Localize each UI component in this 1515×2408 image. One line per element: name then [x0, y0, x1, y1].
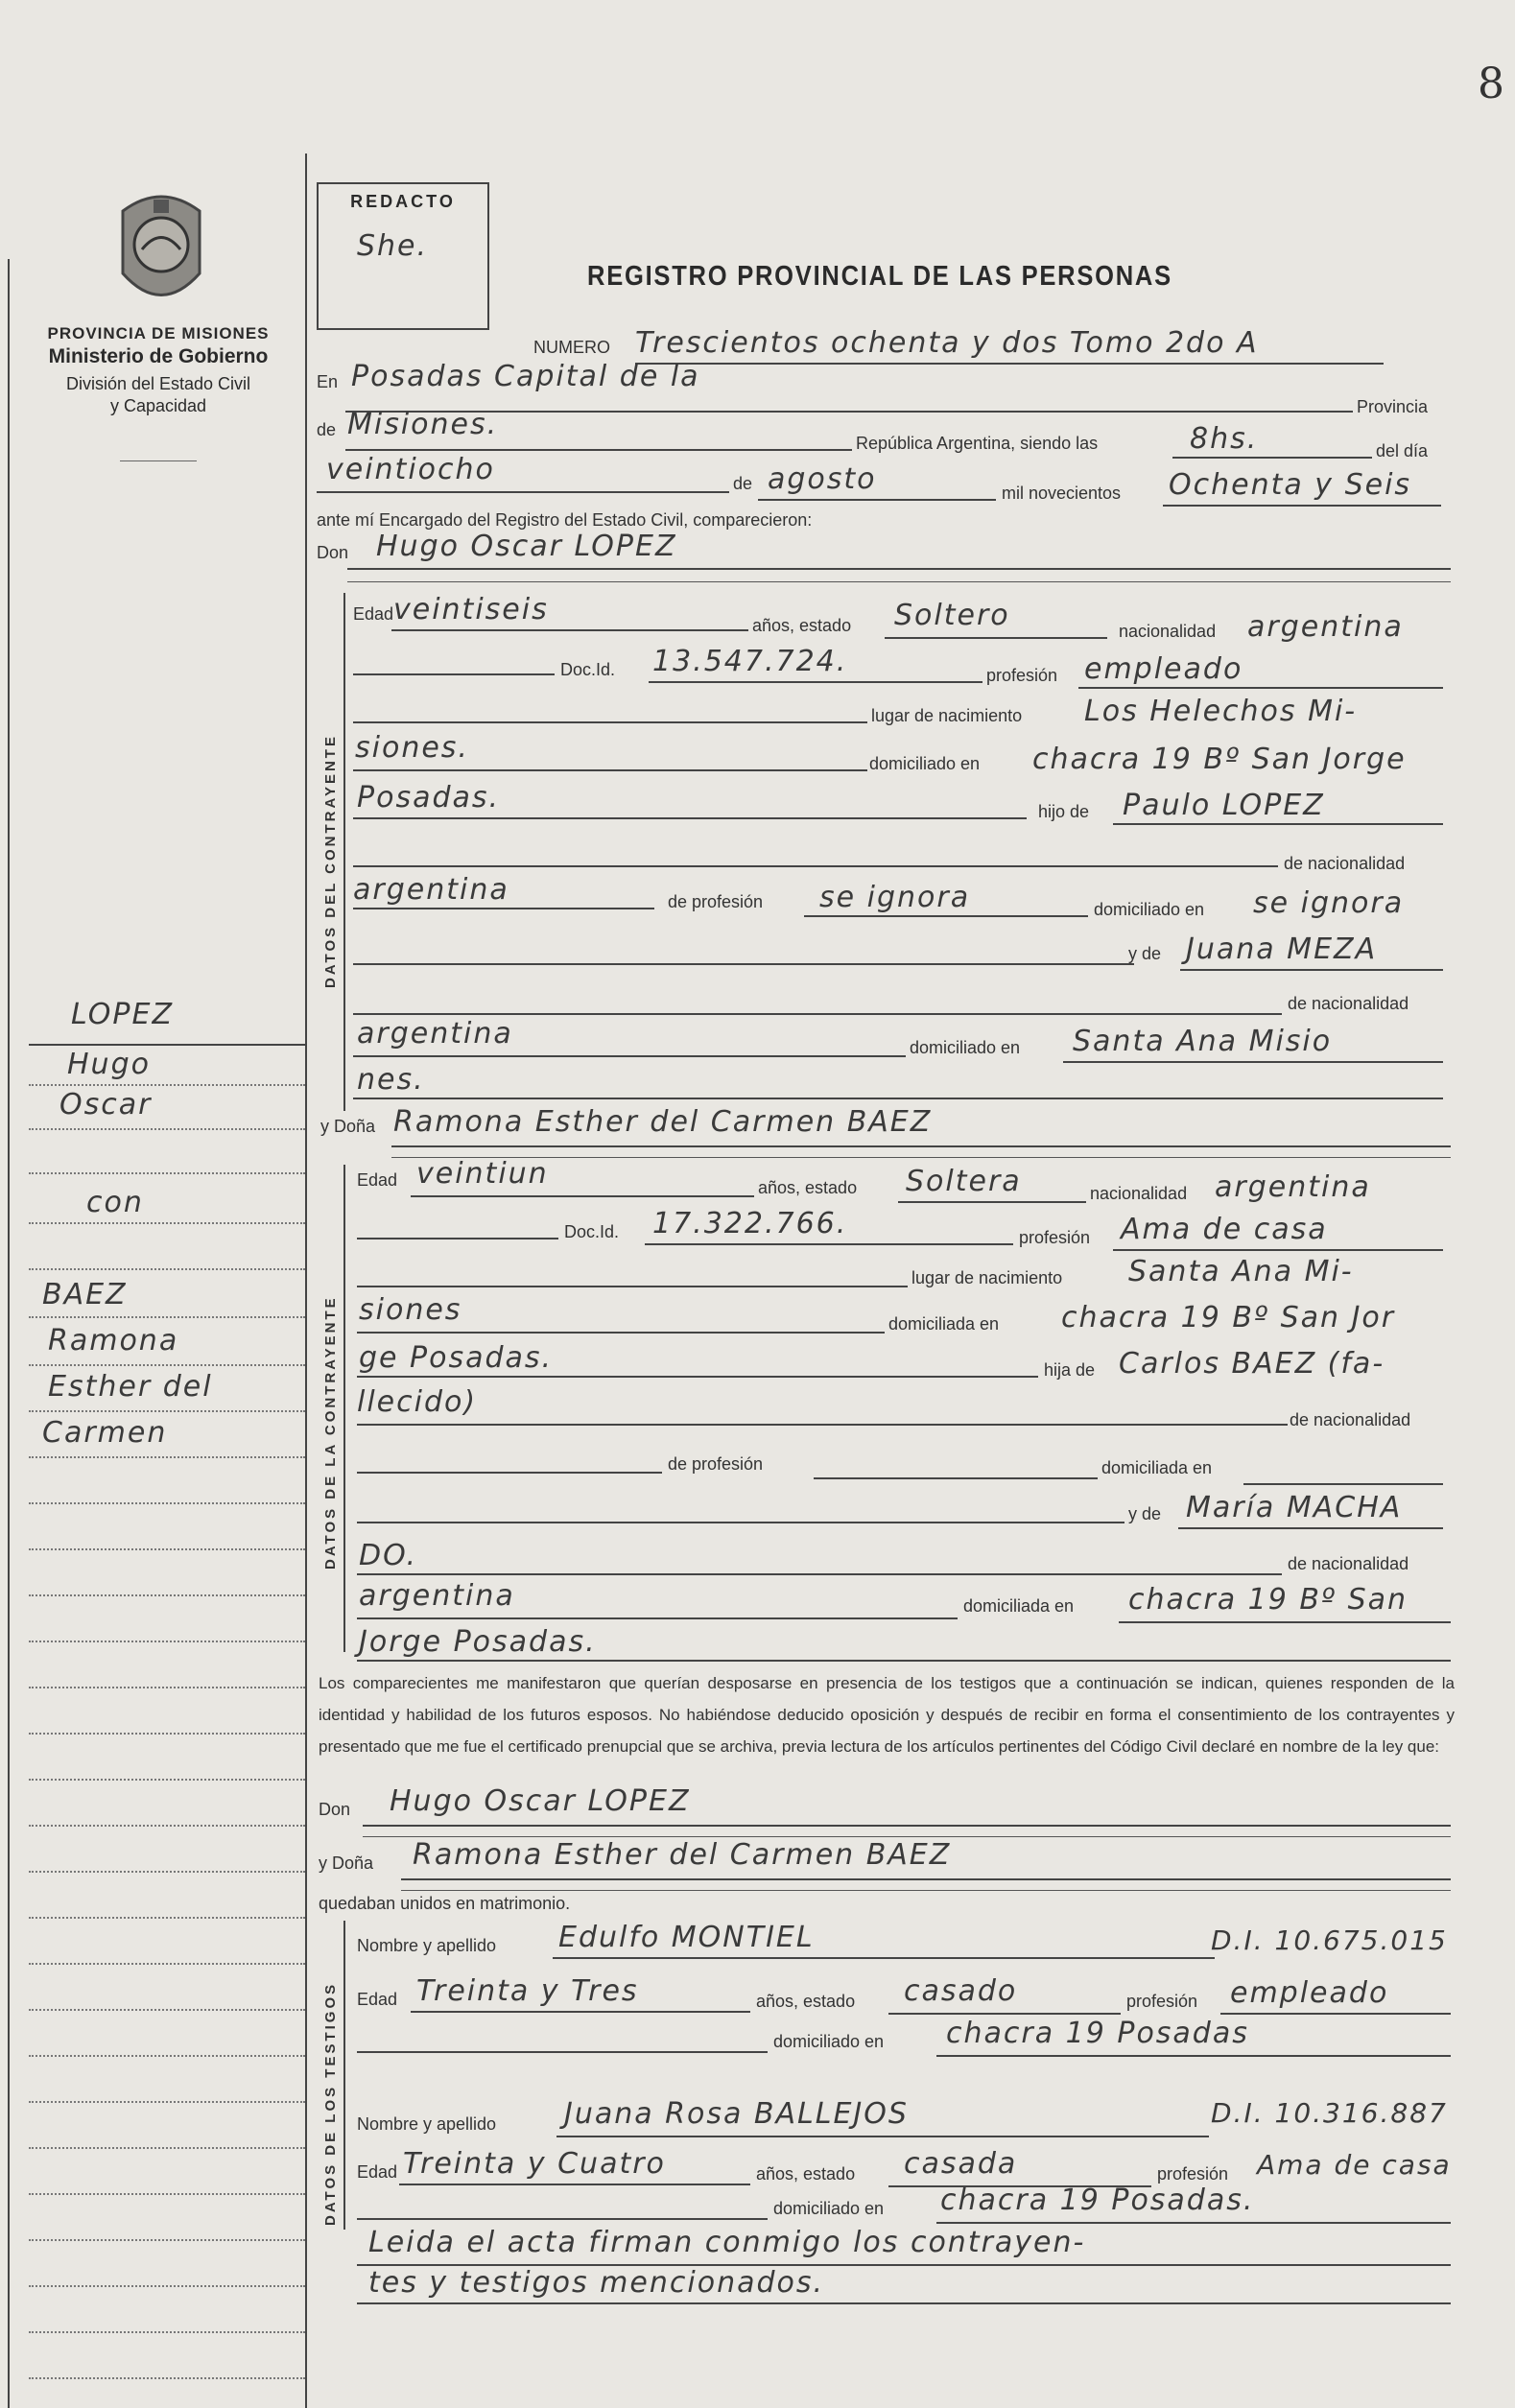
f-madre1: María MACHA	[1186, 1491, 1403, 1524]
t1-edad-label: Edad	[357, 1990, 398, 2009]
margin-name-5: BAEZ	[42, 1278, 128, 1311]
t2-anos-label: años, estado	[756, 2164, 856, 2184]
f-lugar-label: lugar de nacimiento	[911, 1268, 1063, 1287]
don-label: Don	[317, 543, 349, 562]
f-estado: Soltera	[906, 1165, 1022, 1198]
header-capacidad: y Capacidad	[109, 396, 207, 415]
numero-label: NUMERO	[533, 338, 610, 357]
del-dia-label: del día	[1376, 441, 1429, 460]
margin-name-8: Carmen	[42, 1416, 168, 1450]
c-edad-label: Edad	[353, 604, 394, 624]
margin-name-4: con	[86, 1186, 144, 1219]
provincia-label: Provincia	[1357, 397, 1429, 416]
redacto-label: REDACTO	[350, 192, 456, 211]
seal-icon	[104, 182, 219, 321]
mes-value: agosto	[768, 462, 877, 496]
en-value: Posadas Capital de la	[351, 360, 700, 393]
decl-don-value: Hugo Oscar LOPEZ	[390, 1784, 691, 1818]
c-dom1: chacra 19 Bº San Jorge	[1032, 743, 1407, 776]
f-hija-label: hija de	[1044, 1360, 1096, 1380]
dia-value: veintiocho	[326, 453, 495, 486]
header-ministerio: Ministerio de Gobierno	[48, 345, 269, 367]
f-dom2: ge Posadas.	[359, 1341, 554, 1375]
c-padre-dom: se ignora	[1253, 886, 1405, 920]
c-padre-nac: argentina	[353, 873, 509, 907]
f-padre2: llecido)	[357, 1385, 478, 1419]
c-padre-prof: se ignora	[819, 881, 971, 914]
c-lugar2: siones.	[355, 731, 469, 765]
republica-label: República Argentina, siendo las	[856, 434, 1099, 453]
f-y-de-label: y de	[1128, 1504, 1162, 1523]
t1-di: D.I. 10.675.015	[1211, 1924, 1448, 1956]
hora-value: 8hs.	[1190, 422, 1259, 456]
quedaban-label: quedaban unidos en matrimonio.	[319, 1894, 571, 1913]
t2-dom-label: domiciliado en	[773, 2199, 885, 2218]
t2-di: D.I. 10.316.887	[1211, 2097, 1448, 2129]
numero-value: Trescientos ochenta y dos Tomo 2do A	[635, 326, 1259, 360]
f-prof-label: profesión	[1019, 1228, 1091, 1247]
mil-label: mil novecientos	[1002, 484, 1122, 503]
t2-prof-label: profesión	[1157, 2164, 1229, 2184]
t2-prof: Ama de casa	[1257, 2149, 1452, 2181]
c-lugar1: Los Helechos Mi-	[1084, 695, 1358, 728]
c-dom2: Posadas.	[357, 781, 501, 814]
y-dona-value: Ramona Esther del Carmen BAEZ	[393, 1105, 933, 1139]
f-edad-label: Edad	[357, 1170, 398, 1190]
f-dom-label: domiciliada en	[888, 1314, 1000, 1334]
c-de-prof-label: de profesión	[668, 892, 764, 911]
side-label-contrayenta: DATOS DE LA CONTRAYENTE	[322, 1295, 339, 1570]
redacto-box	[317, 182, 489, 330]
c-madre-dom1: Santa Ana Misio	[1073, 1025, 1333, 1058]
c-de-nac2-label: de nacionalidad	[1288, 994, 1409, 1013]
f-anos-label: años, estado	[758, 1178, 858, 1197]
c-estado: Soltero	[894, 599, 1010, 632]
anio-value: Ochenta y Seis	[1169, 468, 1412, 502]
f-de-prof-label: de profesión	[668, 1454, 764, 1474]
de2-label: de	[733, 474, 753, 493]
decl-dona-value: Ramona Esther del Carmen BAEZ	[413, 1838, 952, 1872]
margin-name-3: Oscar	[59, 1088, 153, 1121]
f-de-nac-label: de nacionalidad	[1290, 1410, 1411, 1429]
en-label: En	[317, 372, 339, 391]
f-dom2-label: domiciliada en	[963, 1596, 1075, 1616]
t1-edad: Treinta y Tres	[416, 1974, 639, 2008]
f-prof: Ama de casa	[1121, 1213, 1328, 1246]
declaration-paragraph: Los comparecientes me manifestaron que querían desposarse en presencia de los testigos que a continuación se indican, quienes responden de la identidad y habilidad de los futuros esposos. No habiéndose deducido oposición y después de recibir en forma el consentimiento de los contrayentes y presentado que me fue el certificado prenupcial que se archiva, previa lectura de los artículos pertinentes del Código Civil declaré en nombre de la ley que:	[319, 1674, 1455, 1756]
f-dom-label2: domiciliada en	[1101, 1458, 1213, 1477]
redacto-value: She.	[357, 229, 429, 263]
de-value: Misiones.	[347, 408, 499, 441]
page-title: REGISTRO PROVINCIAL DE LAS PERSONAS	[587, 261, 1172, 292]
t1-nombre: Edulfo MONTIEL	[558, 1921, 815, 1954]
f-nac-label: nacionalidad	[1090, 1184, 1188, 1203]
c-nac: argentina	[1247, 610, 1404, 644]
f-de-nac2-label: de nacionalidad	[1288, 1554, 1409, 1573]
margin-divider	[305, 153, 307, 2408]
closing-line-1: Leida el acta firman conmigo los contrayen-	[368, 2226, 1086, 2259]
t1-prof: empleado	[1230, 1976, 1389, 2010]
ante-label: ante mí Encargado del Registro del Estado Civil, comparecieron:	[317, 510, 813, 530]
f-lugar2: siones	[359, 1293, 462, 1327]
left-border	[8, 259, 10, 2408]
c-dom2-label: domiciliado en	[910, 1038, 1021, 1057]
f-madre-nac: argentina	[359, 1579, 515, 1613]
de-label: de	[317, 420, 337, 439]
side-label-contrayente: DATOS DEL CONTRAYENTE	[322, 734, 339, 988]
decl-don-label: Don	[319, 1800, 351, 1819]
f-edad: veintiun	[416, 1157, 549, 1191]
side-label-testigos: DATOS DE LOS TESTIGOS	[322, 1981, 339, 2226]
c-edad: veintiseis	[393, 593, 549, 626]
f-madre-dom2: Jorge Posadas.	[359, 1625, 597, 1659]
decl-dona-label: y Doña	[319, 1853, 374, 1873]
f-padre1: Carlos BAEZ (fa-	[1119, 1347, 1385, 1381]
c-nac-label: nacionalidad	[1119, 622, 1217, 641]
c-madre: Juana MEZA	[1186, 933, 1378, 966]
c-prof: empleado	[1084, 652, 1243, 686]
c-doc: 13.547.724.	[652, 645, 848, 678]
header-division: División del Estado Civil	[65, 374, 251, 393]
t2-nombre-label: Nombre y apellido	[357, 2114, 497, 2134]
page-number: 8	[1478, 59, 1504, 108]
c-dom-label: domiciliado en	[869, 754, 981, 773]
c-padre: Paulo LOPEZ	[1123, 789, 1325, 822]
c-doc-label: Doc.Id.	[560, 660, 616, 679]
y-dona-label: y Doña	[320, 1117, 376, 1136]
f-doc: 17.322.766.	[652, 1207, 848, 1240]
c-dom-label2: domiciliado en	[1094, 900, 1205, 919]
t2-dom: chacra 19 Posadas.	[940, 2184, 1255, 2217]
f-lugar1: Santa Ana Mi-	[1128, 1255, 1354, 1288]
t1-nombre-label: Nombre y apellido	[357, 1936, 497, 1955]
t2-edad-label: Edad	[357, 2162, 398, 2182]
t1-prof-label: profesión	[1126, 1992, 1198, 2011]
c-madre-dom2: nes.	[357, 1063, 425, 1097]
f-madre2: DO.	[359, 1539, 418, 1572]
margin-name-6: Ramona	[48, 1324, 179, 1357]
c-prof-label: profesión	[986, 666, 1058, 685]
t1-estado: casado	[904, 1974, 1018, 2008]
c-hijo-label: hijo de	[1038, 802, 1090, 821]
f-dom1: chacra 19 Bº San Jor	[1061, 1301, 1396, 1334]
margin-name-7: Esther del	[48, 1370, 213, 1404]
f-doc-label: Doc.Id.	[564, 1222, 620, 1241]
c-lugar-label: lugar de nacimiento	[871, 706, 1023, 725]
c-anos-label: años, estado	[752, 616, 852, 635]
margin-name-2: Hugo	[67, 1048, 151, 1081]
closing-line-2: tes y testigos mencionados.	[368, 2266, 825, 2300]
f-madre-dom1: chacra 19 Bº San	[1128, 1583, 1408, 1617]
c-de-nac-label: de nacionalidad	[1284, 854, 1406, 873]
t2-nombre: Juana Rosa BALLEJOS	[564, 2097, 909, 2131]
margin-name-1: LOPEZ	[71, 998, 175, 1031]
don-value: Hugo Oscar LOPEZ	[376, 530, 677, 563]
t1-dom-label: domiciliado en	[773, 2032, 885, 2051]
t1-anos-label: años, estado	[756, 1992, 856, 2011]
c-madre-nac: argentina	[357, 1017, 513, 1051]
t1-dom: chacra 19 Posadas	[946, 2017, 1249, 2050]
f-nac: argentina	[1215, 1170, 1371, 1204]
t2-edad: Treinta y Cuatro	[403, 2147, 666, 2181]
c-y-de-label: y de	[1128, 944, 1162, 963]
t2-estado: casada	[904, 2147, 1018, 2181]
header-provincia: PROVINCIA DE MISIONES	[47, 324, 270, 342]
